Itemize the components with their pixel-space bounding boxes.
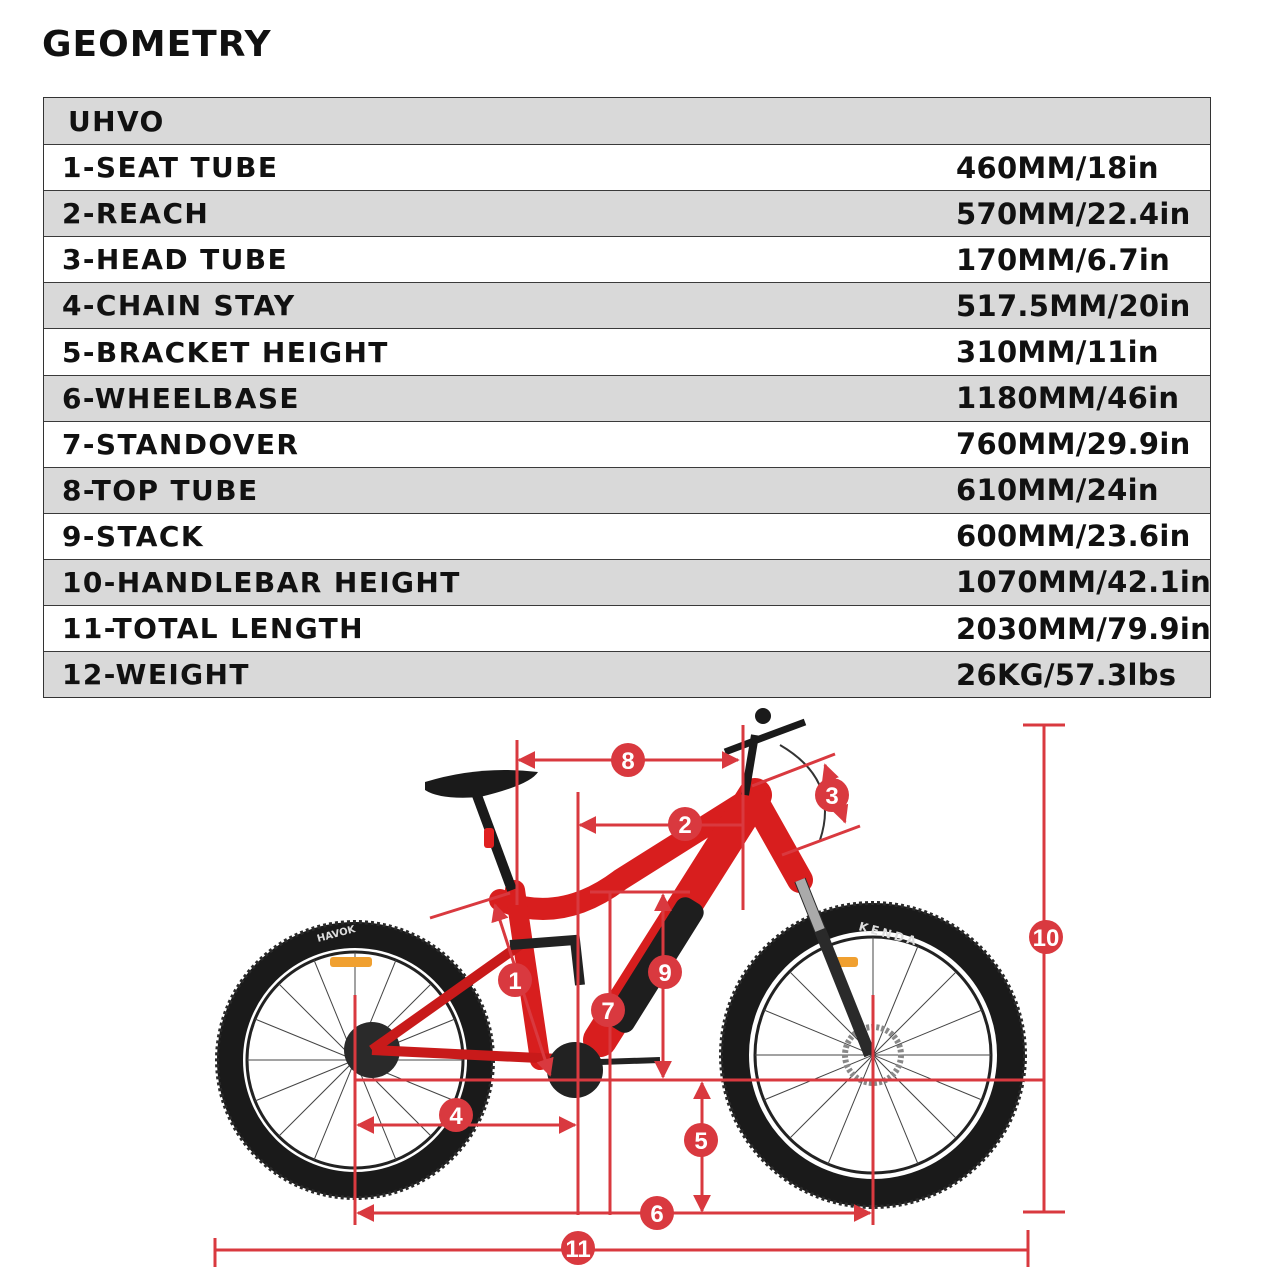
marker-9	[648, 955, 682, 989]
svg-text:6: 6	[650, 1201, 664, 1228]
table-row	[44, 236, 1210, 282]
svg-text:9: 9	[658, 960, 672, 987]
spec-label: 5-BRACKET HEIGHT	[62, 335, 389, 369]
table-row	[44, 375, 1210, 421]
svg-text:11: 11	[565, 1236, 591, 1263]
svg-text:5: 5	[694, 1128, 708, 1155]
spec-label: 9-STACK	[62, 519, 204, 553]
marker-1	[498, 963, 532, 997]
spec-value: 1180MM/46in	[956, 381, 1180, 416]
spec-label: 7-STANDOVER	[62, 427, 300, 461]
spec-label: 3-HEAD TUBE	[62, 243, 289, 277]
table-row	[44, 190, 1210, 236]
page-title: GEOMETRY	[42, 24, 272, 65]
svg-text:7: 7	[601, 998, 615, 1025]
marker-10	[1029, 920, 1063, 954]
svg-text:HAVOK: HAVOK	[315, 924, 357, 945]
rear-light	[484, 828, 494, 848]
spec-label: 11-TOTAL LENGTH	[62, 612, 364, 646]
spec-value: 610MM/24in	[956, 473, 1159, 508]
marker-2	[668, 807, 702, 841]
svg-text:1: 1	[508, 968, 522, 995]
marker-3	[815, 778, 849, 812]
spec-value: 1070MM/42.1in	[956, 565, 1212, 600]
marker-8	[611, 743, 645, 777]
table-row	[44, 651, 1210, 697]
table-row	[44, 467, 1210, 513]
spec-value: 517.5MM/20in	[956, 288, 1191, 323]
svg-text:KENDA: KENDA	[857, 919, 921, 949]
table-header-row	[44, 98, 1210, 144]
spec-value: 760MM/29.9in	[956, 427, 1191, 462]
svg-text:3: 3	[825, 783, 839, 810]
marker-5	[684, 1123, 718, 1157]
spec-value: 460MM/18in	[956, 150, 1159, 185]
spec-label: 10-HANDLEBAR HEIGHT	[62, 565, 461, 599]
table-row	[44, 421, 1210, 467]
marker-11	[561, 1231, 595, 1265]
spec-label: 6-WHEELBASE	[62, 381, 300, 415]
table-row	[44, 328, 1210, 374]
table-row	[44, 559, 1210, 605]
spec-label: 2-REACH	[62, 197, 210, 231]
table-row	[44, 605, 1210, 651]
marker-4	[439, 1098, 473, 1132]
table-row	[44, 282, 1210, 328]
rear-reflector	[330, 957, 372, 967]
spec-label: 1-SEAT TUBE	[62, 151, 279, 185]
spec-value: 310MM/11in	[956, 335, 1159, 370]
svg-text:2: 2	[678, 812, 692, 839]
marker-6	[640, 1196, 674, 1230]
spec-label: 12-WEIGHT	[62, 658, 250, 692]
spec-value: 600MM/23.6in	[956, 519, 1191, 554]
spec-value: 570MM/22.4in	[956, 196, 1191, 231]
spec-value: 170MM/6.7in	[956, 242, 1171, 277]
svg-text:4: 4	[449, 1103, 463, 1130]
marker-7	[591, 993, 625, 1027]
table-row	[44, 513, 1210, 559]
svg-text:8: 8	[621, 748, 635, 775]
spec-value: 26KG/57.3lbs	[956, 657, 1177, 692]
table-row	[44, 144, 1210, 190]
spec-label: 4-CHAIN STAY	[62, 289, 296, 323]
svg-text:10: 10	[1032, 925, 1060, 952]
spec-value: 2030MM/79.9in	[956, 611, 1212, 646]
spec-label: 8-TOP TUBE	[62, 473, 259, 507]
bike-geometry-diagram	[0, 700, 1283, 1267]
geometry-table	[43, 97, 1211, 698]
model-name: UHVO	[68, 104, 165, 138]
